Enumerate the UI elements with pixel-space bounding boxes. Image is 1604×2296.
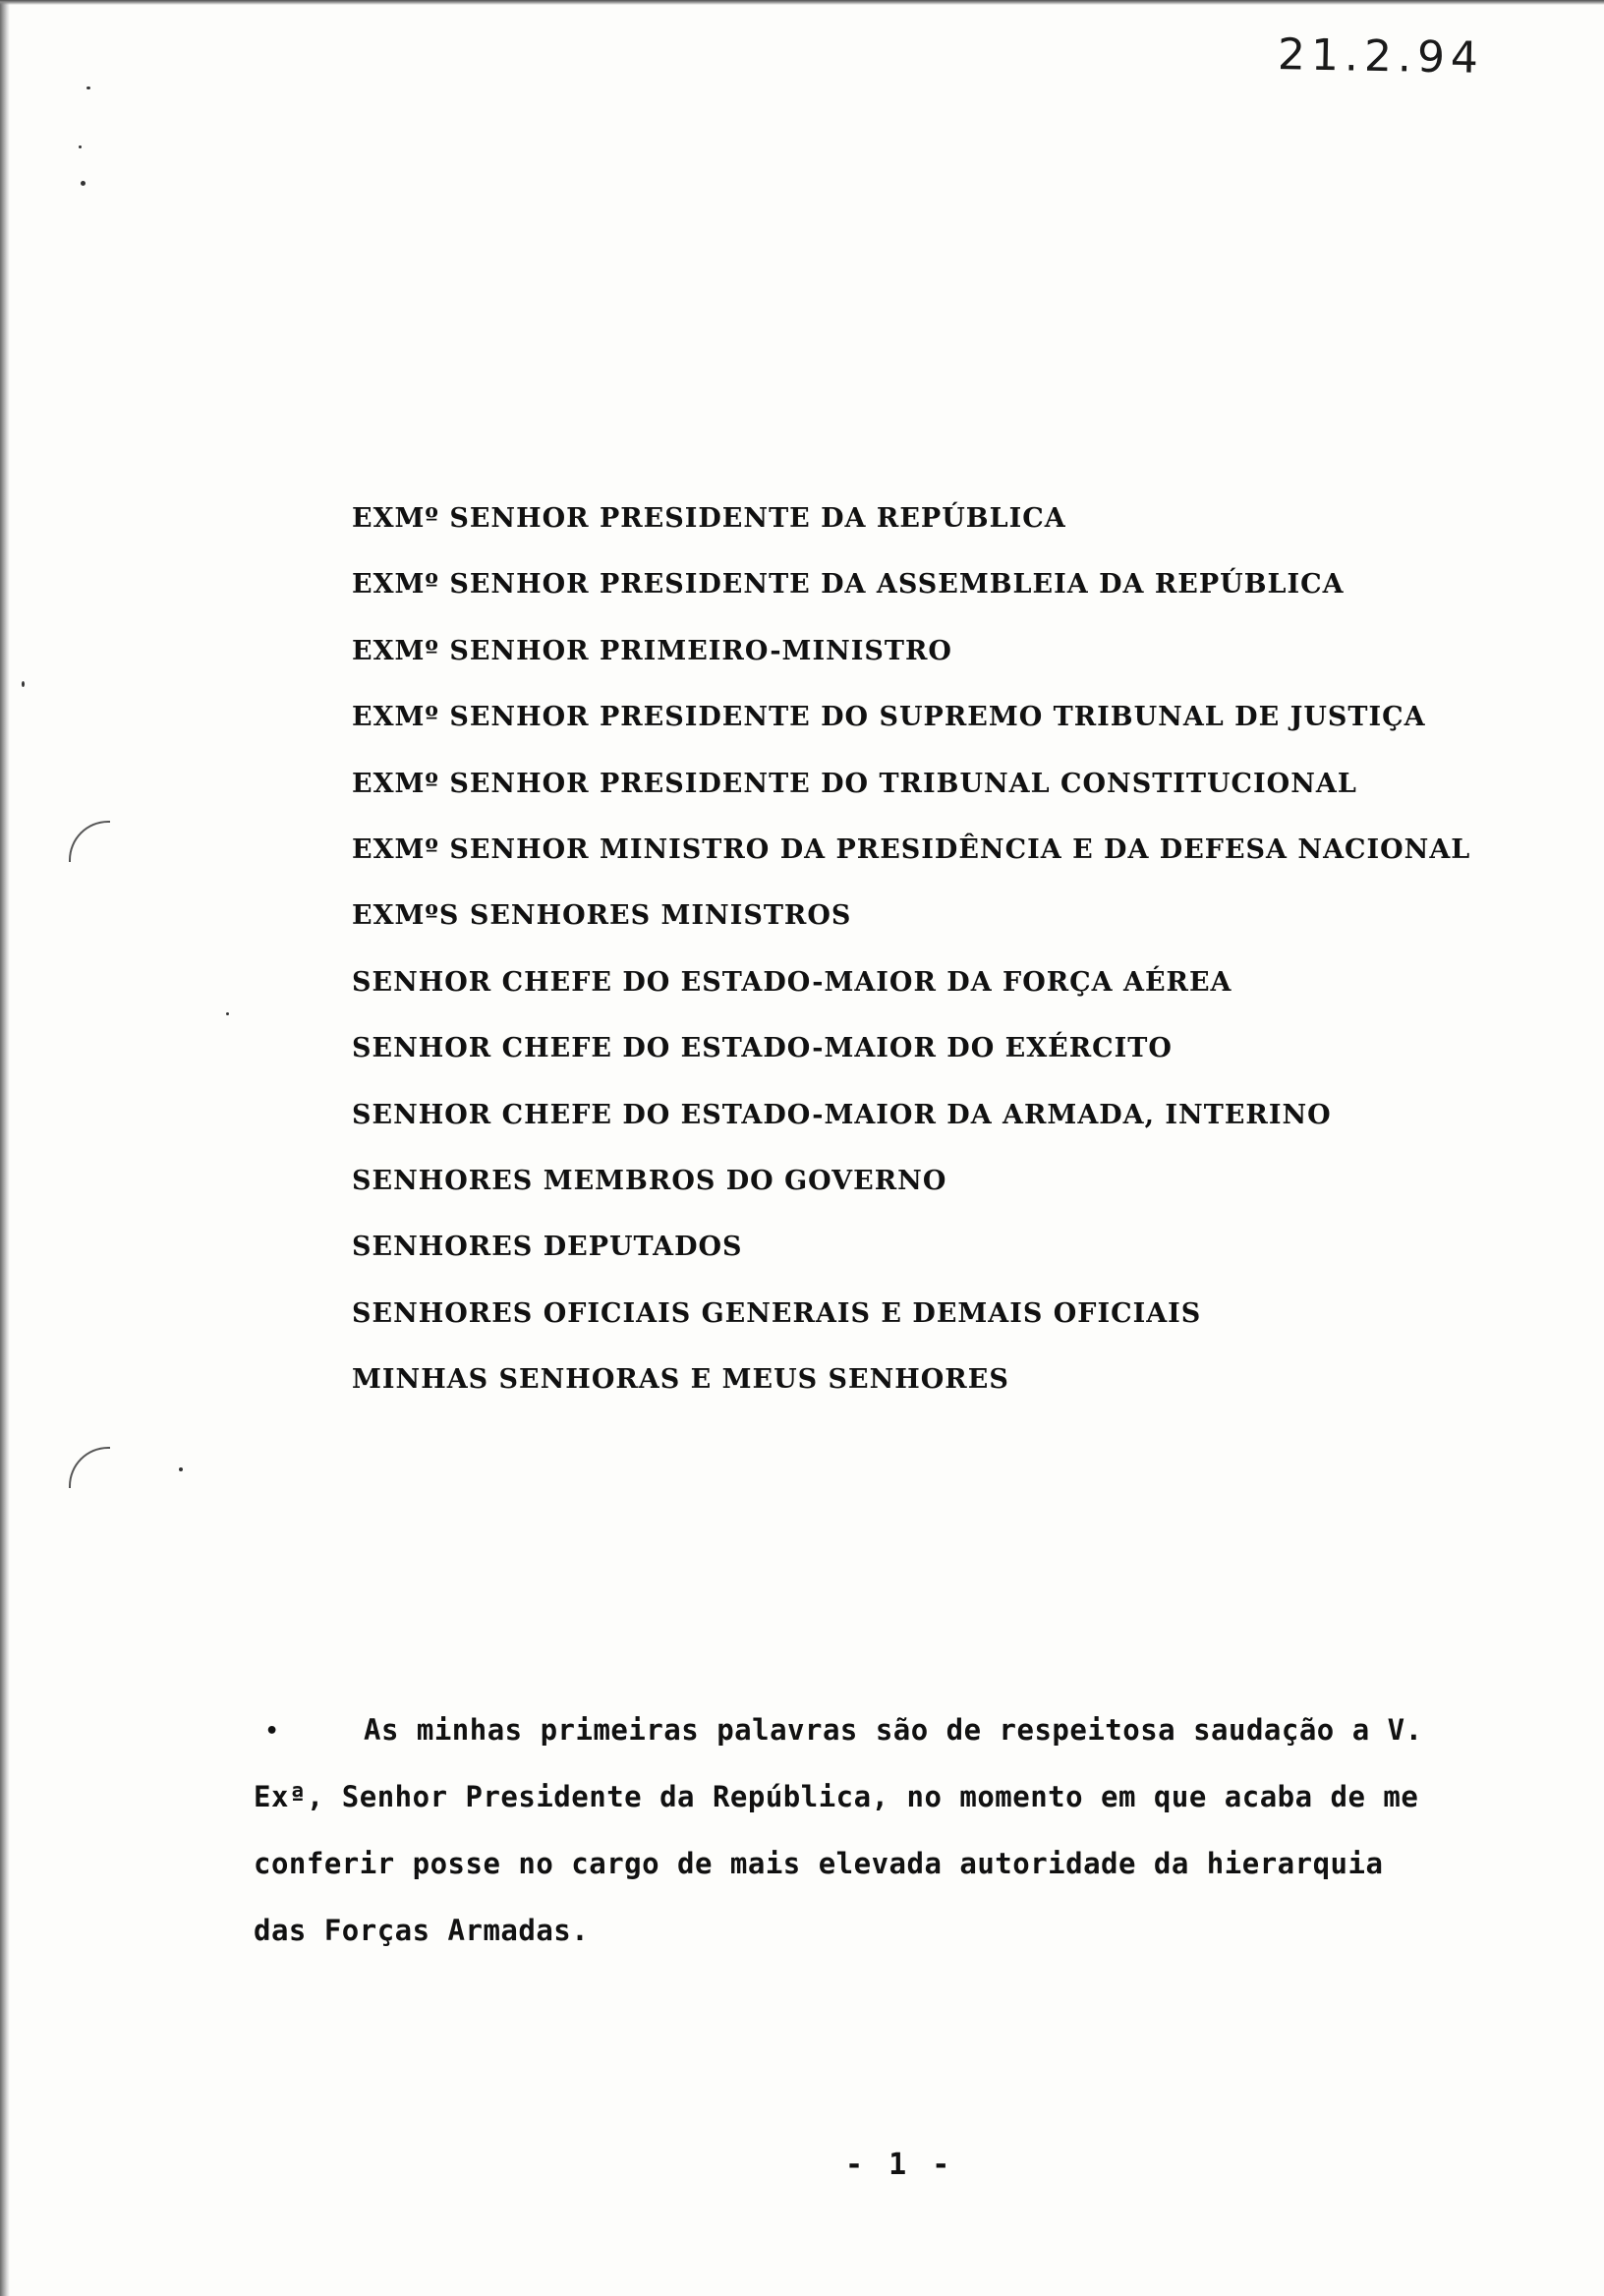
salutation-line: SENHOR CHEFE DO ESTADO-MAIOR DA ARMADA, INTERINO bbox=[352, 1099, 1332, 1130]
paragraph-line: conferir posse no cargo de mais elevada autoridade da hierarquia bbox=[254, 1847, 1384, 1880]
page-number: - 1 - bbox=[845, 2148, 954, 2182]
salutation-line: EXMºS SENHORES MINISTROS bbox=[352, 900, 852, 932]
salutation-line: EXMº SENHOR PRESIDENTE DO TRIBUNAL CONSTITUCIONAL bbox=[352, 768, 1357, 799]
salutation-line: SENHOR CHEFE DO ESTADO-MAIOR DA FORÇA AÉREA bbox=[352, 966, 1232, 998]
salutation-line: EXMº SENHOR PRESIDENTE DA REPÚBLICA bbox=[352, 503, 1066, 534]
bullet-icon: • bbox=[265, 1719, 279, 1744]
salutation-line: SENHORES DEPUTADOS bbox=[352, 1232, 743, 1263]
opening-paragraph bbox=[254, 1705, 1541, 1973]
scan-speck bbox=[226, 1012, 229, 1015]
scan-arc-mark bbox=[69, 821, 110, 862]
salutation-line: EXMº SENHOR PRIMEIRO-MINISTRO bbox=[352, 635, 952, 666]
scan-edge-left bbox=[0, 0, 10, 2296]
paragraph-line: Exª, Senhor Presidente da República, no momento em que acaba de me bbox=[254, 1780, 1419, 1813]
paragraph-line-text: As minhas primeiras palavras são de respeitosa saudação a V. bbox=[364, 1713, 1423, 1747]
salutation-line: EXMº SENHOR PRESIDENTE DO SUPREMO TRIBUNAL DE JUSTIÇA bbox=[352, 702, 1426, 733]
salutation-line: SENHOR CHEFE DO ESTADO-MAIOR DO EXÉRCITO bbox=[352, 1033, 1173, 1064]
scan-speck bbox=[179, 1467, 183, 1471]
salutation-line: SENHORES OFICIAIS GENERAIS E DEMAIS OFICIAIS bbox=[352, 1297, 1202, 1329]
scan-speck bbox=[86, 86, 90, 89]
scan-speck bbox=[81, 181, 86, 186]
salutation-line: EXMº SENHOR PRESIDENTE DA ASSEMBLEIA DA REPÚBLICA bbox=[352, 569, 1345, 601]
paragraph-line: das Forças Armadas. bbox=[254, 1914, 590, 1947]
paragraph-line bbox=[254, 1705, 1541, 1772]
salutation-line: SENHORES MEMBROS DO GOVERNO bbox=[352, 1165, 947, 1196]
salutation-line: MINHAS SENHORAS E MEUS SENHORES bbox=[352, 1364, 1009, 1396]
scan-arc-mark bbox=[69, 1447, 110, 1488]
salutation-list bbox=[352, 499, 1470, 1426]
scan-speck bbox=[22, 681, 25, 687]
handwritten-date: 21.2.94 bbox=[1277, 29, 1485, 84]
scan-speck bbox=[79, 145, 82, 148]
salutation-line: EXMº SENHOR MINISTRO DA PRESIDÊNCIA E DA DEFESA NACIONAL bbox=[352, 833, 1471, 865]
scan-edge-top bbox=[0, 0, 1604, 5]
